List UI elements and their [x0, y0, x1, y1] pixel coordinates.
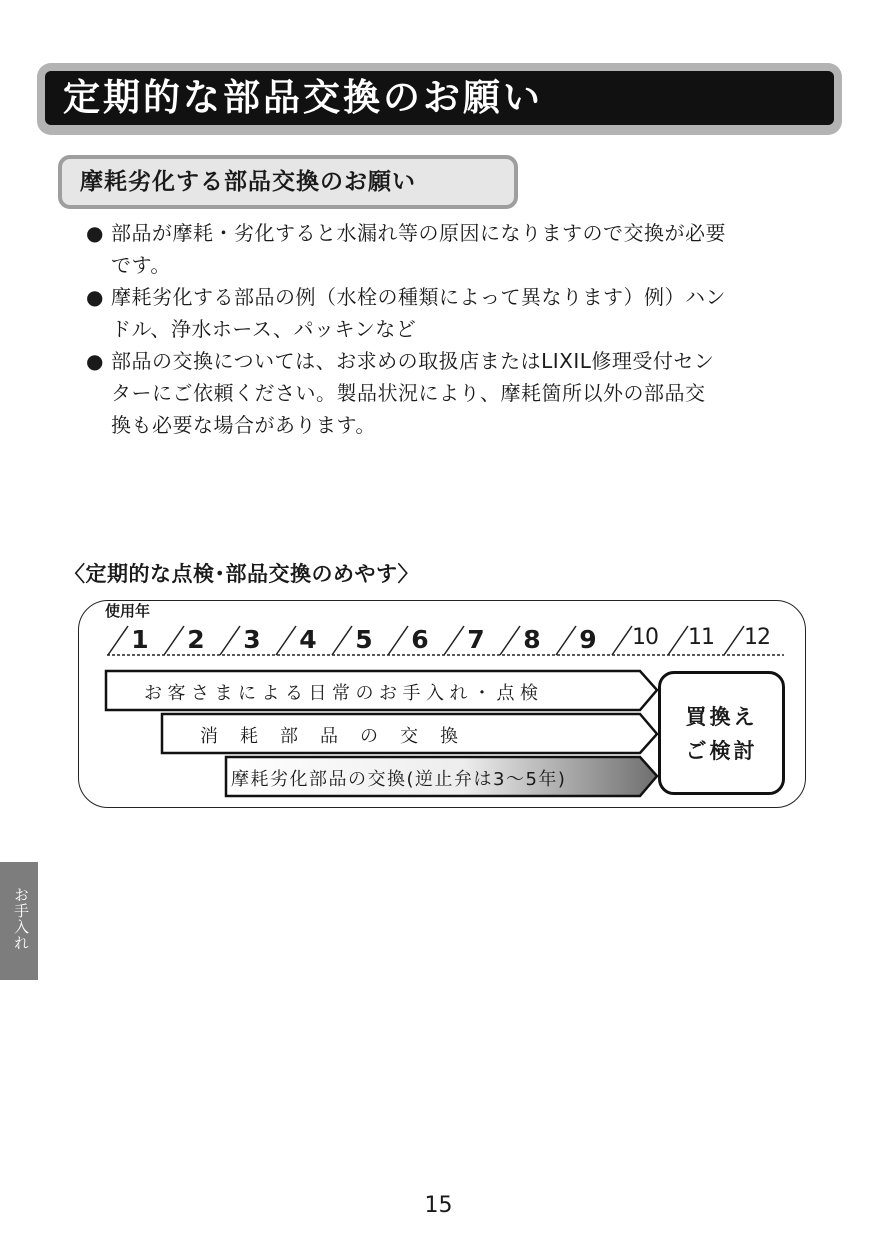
- bar-label-consumables: 消 耗 部 品 の 交 換: [200, 726, 460, 747]
- year-9: 9: [579, 625, 597, 654]
- year-2: 2: [187, 625, 205, 654]
- bullet-dot: ●: [86, 285, 104, 309]
- bullet-item: [86, 281, 826, 345]
- replacement-line-1: 買換え: [685, 705, 758, 729]
- year-5: 5: [355, 625, 373, 654]
- year-10: 10: [632, 625, 658, 650]
- year-3: 3: [243, 625, 261, 654]
- year-12: 12: [744, 625, 770, 650]
- bullet-text: ドル、浄水ホース、パッキンなど: [111, 317, 417, 341]
- bullet-list: [86, 217, 826, 441]
- bullet-item: [86, 217, 826, 281]
- bullet-dot: ●: [86, 221, 104, 245]
- year-4: 4: [299, 625, 317, 654]
- years-label: 使用年: [105, 602, 151, 620]
- bullet-text: ターにご依頼ください。製品状況により、摩耗箇所以外の部品交: [111, 381, 706, 405]
- bar-label-worn-parts: 摩耗劣化部品の交換(逆止弁は3〜5年): [231, 769, 567, 790]
- bullet-text: 換も必要な場合があります。: [111, 413, 376, 437]
- bar-label-daily-care: お客さまによる日常のお手入れ・点検: [144, 683, 544, 704]
- year-8: 8: [523, 625, 541, 654]
- page-title: 定期的な部品交換のお願い: [45, 71, 834, 125]
- year-11: 11: [688, 625, 714, 650]
- year-7: 7: [467, 625, 485, 654]
- replacement-box: [658, 671, 785, 795]
- year-scale: [104, 623, 788, 659]
- bullet-item: [86, 345, 826, 441]
- side-tab-label: お手入れ: [12, 887, 30, 951]
- main-title-frame: [37, 63, 842, 135]
- section-title: 摩耗劣化する部品交換のお願い: [58, 155, 518, 209]
- year-6: 6: [411, 625, 429, 654]
- schedule-heading: 〈定期的な点検･部品交換のめやす〉: [64, 562, 419, 586]
- bullet-text: 摩耗劣化する部品の例（水栓の種類によって異なります）例）ハン: [111, 285, 726, 309]
- replacement-line-2: ご検討: [685, 739, 758, 763]
- bullet-dot: ●: [86, 349, 104, 373]
- bullet-text: 部品の交換については、お求めの取扱店またはLIXIL修理受付セン: [111, 349, 715, 373]
- year-1: 1: [131, 625, 149, 654]
- bullet-text: です。: [111, 253, 171, 277]
- page-number: 15: [424, 1193, 453, 1218]
- bullet-text: 部品が摩耗・劣化すると水漏れ等の原因になりますので交換が必要: [111, 221, 726, 245]
